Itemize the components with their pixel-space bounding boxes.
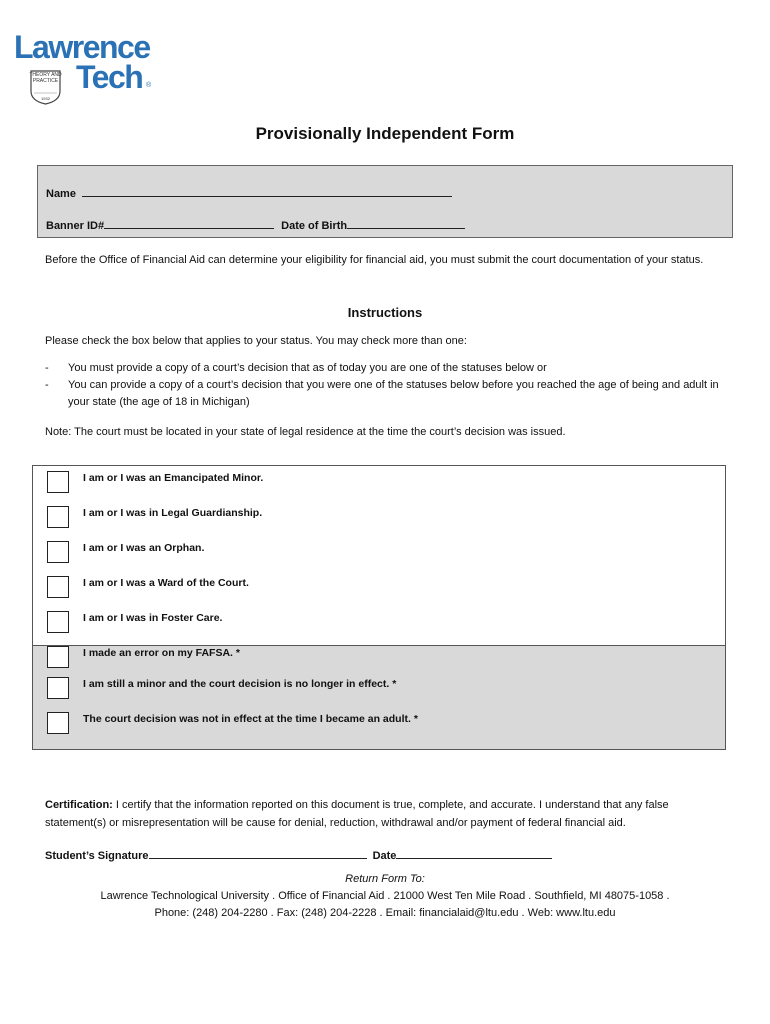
name-line xyxy=(46,186,452,200)
checkbox-label: I made an error on my FAFSA. * xyxy=(83,647,240,659)
checkbox[interactable] xyxy=(47,576,69,598)
signature-label: Student’s Signature xyxy=(45,850,149,862)
intro-paragraph: Before the Office of Financial Aid can determine your eligibility for financial aid, you must submit the court documentation of your status. xyxy=(45,254,704,266)
return-form-label: Return Form To: xyxy=(345,873,425,885)
bullet-text: You can provide a copy of a court’s decision that you were one of the statuses below before you reached the age of being and adult in your state (the age of 18 in Michigan) xyxy=(68,379,719,408)
seal-text: THEORY AND PRACTICE xyxy=(29,72,62,84)
checkbox[interactable] xyxy=(47,471,69,493)
status-checkbox-group xyxy=(32,465,726,750)
footer-contact: Phone: (248) 204-2280 . Fax: (248) 204-2228 . Email: financialaid@ltu.edu . Web: www.ltu.edu xyxy=(154,907,616,919)
date-label: Date xyxy=(372,850,397,862)
checkbox[interactable] xyxy=(47,712,69,734)
checkbox-fafsa-error[interactable] xyxy=(47,646,240,670)
seal-year: 1932 xyxy=(41,96,50,101)
logo-word-lawrence: Lawrence xyxy=(14,29,150,65)
certification-label: Certification: xyxy=(45,799,113,811)
student-identity-box xyxy=(37,165,733,238)
dob-label: Date of Birth xyxy=(281,220,348,232)
footer-address: Lawrence Technological University . Office of Financial Aid . 21000 West Ten Mile Road . Southfield, MI 48075-1058 . xyxy=(100,890,670,902)
certification-paragraph xyxy=(45,796,725,832)
checkbox-label: The court decision was not in effect at the time I became an adult. * xyxy=(83,713,418,725)
certification-text: I certify that the information reported on this document is true, complete, and accurate. I understand that any false statement(s) or misrepresentation will be cause for denial, reduction, withdrawal and/or payment of federal financial aid. xyxy=(45,799,669,829)
banner-dob-line xyxy=(46,218,465,232)
instructions-bullets xyxy=(45,360,725,411)
checkbox-label: I am or I was a Ward of the Court. xyxy=(83,577,249,589)
checkbox-label: I am or I was an Orphan. xyxy=(83,542,205,554)
list-item: - You must provide a copy of a court’s decision that as of today you are one of the statuses below or xyxy=(45,362,547,374)
logo-word-tech: Tech xyxy=(76,59,143,95)
bullet-text: You must provide a copy of a court’s decision that as of today you are one of the statuses below or xyxy=(68,362,547,374)
signature-field[interactable] xyxy=(149,848,367,859)
checkbox-label: I am still a minor and the court decision is no longer in effect. * xyxy=(83,678,397,690)
checkbox-label: I am or I was in Legal Guardianship. xyxy=(83,507,263,519)
name-field[interactable] xyxy=(82,186,452,197)
checkbox[interactable] xyxy=(47,541,69,563)
banner-id-label: Banner ID# xyxy=(46,220,105,232)
registered-mark: ® xyxy=(146,82,152,89)
secondary-status-section xyxy=(33,645,725,749)
page-title: Provisionally Independent Form xyxy=(255,124,515,143)
checkbox-label: I am or I was an Emancipated Minor. xyxy=(83,472,264,484)
signature-line xyxy=(45,848,552,862)
checkbox-label: I am or I was in Foster Care. xyxy=(83,612,223,624)
checkbox[interactable] xyxy=(47,677,69,699)
banner-id-field[interactable] xyxy=(104,218,274,229)
instructions-heading: Instructions xyxy=(347,305,423,320)
court-note: Note: The court must be located in your state of legal residence at the time the court’s decision was issued. xyxy=(45,426,566,438)
checkbox-not-in-effect[interactable] xyxy=(47,712,418,736)
checkbox-emancipated-minor[interactable] xyxy=(47,471,263,495)
date-field[interactable] xyxy=(396,848,552,859)
list-item: - You can provide a copy of a court’s decision that you were one of the statuses below before you reached the age of being and adult in your state (the age of 18 in Michigan) xyxy=(45,379,719,408)
checkbox-legal-guardianship[interactable] xyxy=(47,506,262,530)
checkbox[interactable] xyxy=(47,506,69,528)
name-label: Name xyxy=(46,188,76,200)
primary-status-section xyxy=(33,466,725,645)
checkbox[interactable] xyxy=(47,646,69,668)
dob-field[interactable] xyxy=(347,218,465,229)
checkbox-still-minor[interactable] xyxy=(47,677,396,701)
instructions-lead: Please check the box below that applies to your status. You may check more than one: xyxy=(45,335,467,347)
checkbox-orphan[interactable] xyxy=(47,541,204,565)
checkbox-foster-care[interactable] xyxy=(47,611,222,635)
checkbox[interactable] xyxy=(47,611,69,633)
lawrence-tech-logo xyxy=(14,30,164,110)
checkbox-ward-of-court[interactable] xyxy=(47,576,249,600)
